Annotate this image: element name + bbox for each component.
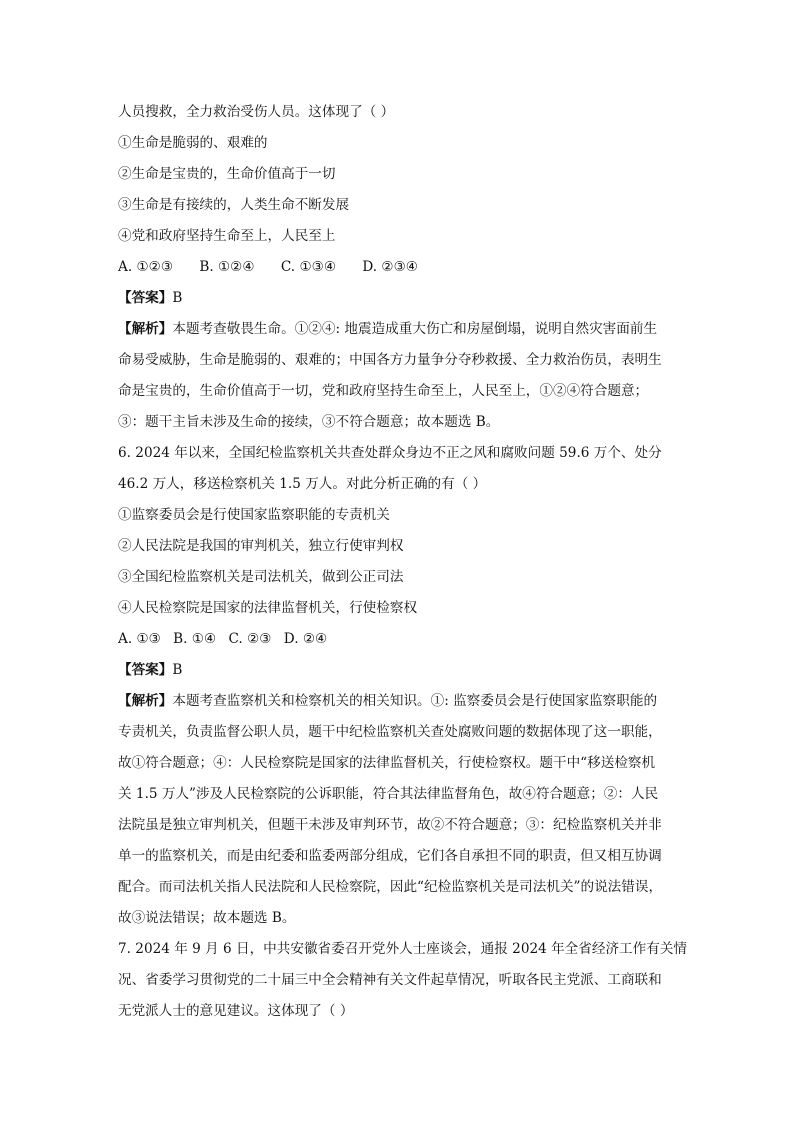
q6-option-d: D. ②④ xyxy=(283,631,328,647)
q6-analysis-line-6: 单一的监察机关，而是由纪委和监委两部分组成，它们各自承担不同的职责，但又相互协调 xyxy=(118,848,662,864)
q6-statement-2: ②人民法院是我国的审判机关，独立行使审判权 xyxy=(118,538,404,554)
q6-analysis-line-4: 关 1.5 万人”涉及人民检察院的公诉职能，符合其法律监督角色，故④符合题意；②：人民 xyxy=(118,786,659,802)
q5-statement-2: ②生命是宝贵的，生命价值高于一切 xyxy=(118,166,336,182)
q5-analysis-line-2: 命易受威胁，生命是脆弱的、艰难的；中国各方力量争分夺秒救援、全力救治伤员，表明生 xyxy=(118,352,662,368)
q6-analysis-line-5: 法院虽是独立审判机关，但题干未涉及审判环节，故②不符合题意；③：纪检监察机关并非 xyxy=(118,817,662,833)
q6-stem-line-1: 6. 2024 年以来，全国纪检监察机关共查处群众身边不正之风和腐败问题 59.6 万个、处分 xyxy=(118,445,662,461)
analysis-tag: 【解析】 xyxy=(118,693,173,709)
answer-tag: 【答案】 xyxy=(118,662,173,678)
q6-answer xyxy=(118,658,682,689)
q6-stem-line-2: 46.2 万人，移送检察机关 1.5 万人。对此分析正确的有（ ） xyxy=(118,476,487,492)
analysis-text: 本题考查敬畏生命。①②④: 地震造成重大伤亡和房屋倒塌，说明自然灾害面前生 xyxy=(172,321,658,337)
q5-option-c: C. ①③④ xyxy=(280,259,337,275)
answer-tag: 【答案】 xyxy=(118,290,173,306)
q6-options xyxy=(118,627,682,658)
q6-statement-3: ③全国纪检监察机关是司法机关，做到公正司法 xyxy=(118,569,404,585)
analysis-text: 本题考查监察机关和检察机关的相关知识。①: 监察委员会是行使国家监察职能的 xyxy=(172,693,658,709)
q5-options xyxy=(118,255,682,286)
q7-stem-line-1: 7. 2024 年 9 月 6 日，中共安徽省委召开党外人士座谈会，通报 2024 年全省经济工作有关情 xyxy=(118,941,688,957)
q6-statement-1: ①监察委员会是行使国家监察职能的专责机关 xyxy=(118,507,390,523)
q6-analysis-line-1 xyxy=(118,689,682,720)
q6-statement-4: ④人民检察院是国家的法律监督机关，行使检察权 xyxy=(118,600,418,616)
answer-value: B xyxy=(172,290,183,306)
q5-analysis-line-1 xyxy=(118,317,682,348)
q5-statement-3: ③生命是有接续的，人类生命不断发展 xyxy=(118,197,350,213)
q6-analysis-line-7: 配合。而司法机关指人民法院和人民检察院，因此“纪检监察机关是司法机关”的说法错误， xyxy=(118,879,663,895)
q6-analysis-line-8: 故③说法错误；故本题选 B。 xyxy=(118,910,296,926)
q5-option-a: A. ①②③ xyxy=(118,259,174,275)
answer-value: B xyxy=(172,662,183,678)
q5-answer xyxy=(118,286,682,317)
q5-option-b: B. ①②④ xyxy=(199,259,255,275)
q5-option-d: D. ②③④ xyxy=(362,259,418,275)
q6-analysis-line-2: 专责机关，负责监督公职人员，题干中纪检监察机关查处腐败问题的数据体现了这一职能， xyxy=(118,724,662,740)
q6-option-a: A. ①③ xyxy=(118,631,161,647)
q6-option-b: B. ①④ xyxy=(173,631,217,647)
q5-stem-tail: 人员搜救，全力救治受伤人员。这体现了（ ） xyxy=(118,104,395,120)
q5-analysis-line-4: ③：题干主旨未涉及生命的接续，③不符合题意；故本题选 B。 xyxy=(118,414,500,430)
q5-statement-1: ①生命是脆弱的、艰难的 xyxy=(118,135,268,151)
q5-analysis-line-3: 命是宝贵的，生命价值高于一切，党和政府坚持生命至上，人民至上，①②④符合题意； xyxy=(118,383,649,399)
page-content xyxy=(118,100,688,1030)
analysis-tag: 【解析】 xyxy=(118,321,173,337)
q7-stem-line-2: 况、省委学习贯彻党的二十届三中全会精神有关文件起草情况，听取各民主党派、工商联和 xyxy=(118,972,662,988)
q6-option-c: C. ②③ xyxy=(228,631,272,647)
q5-statement-4: ④党和政府坚持生命至上，人民至上 xyxy=(118,228,336,244)
q7-stem-line-3: 无党派人士的意见建议。这体现了（ ） xyxy=(118,1003,354,1019)
q6-analysis-line-3: 故①符合题意；④：人民检察院是国家的法律监督机关，行使检察权。题干中“移送检察机 xyxy=(118,755,656,771)
